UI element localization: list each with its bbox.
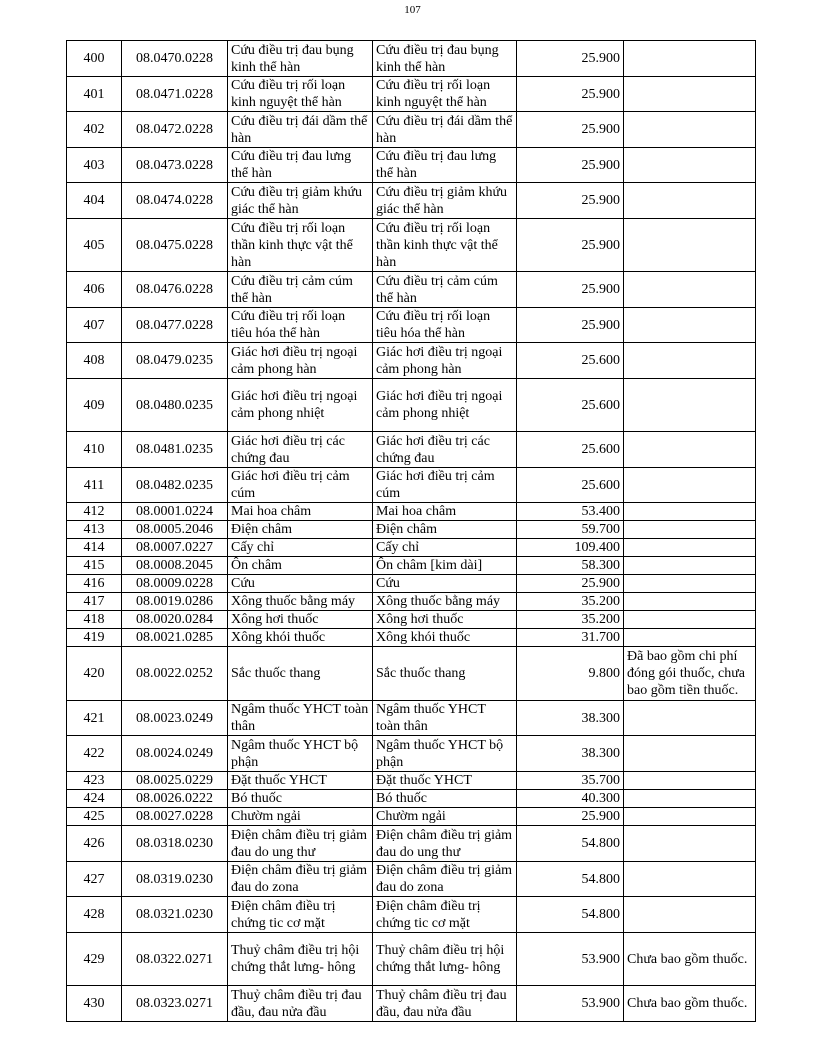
service-code-cell: 08.0021.0285 [122, 629, 228, 647]
service-code-cell: 08.0022.0252 [122, 647, 228, 701]
approved-name-cell: Cứu điều trị đau bụng kinh thể hàn [373, 41, 517, 77]
table-row [67, 897, 756, 933]
note-cell: Chưa bao gồm thuốc. [624, 933, 756, 986]
note-cell [624, 862, 756, 897]
table-row [67, 308, 756, 343]
approved-name-cell: Giác hơi điều trị ngoại cảm phong nhiệt [373, 379, 517, 432]
row-number-cell: 404 [67, 183, 122, 219]
note-cell [624, 343, 756, 379]
service-code-cell: 08.0322.0271 [122, 933, 228, 986]
price-cell: 25.600 [517, 379, 624, 432]
note-cell [624, 593, 756, 611]
table-row [67, 593, 756, 611]
service-name-cell: Cứu điều trị đau bụng kinh thể hàn [228, 41, 373, 77]
service-name-cell: Giác hơi điều trị ngoại cảm phong nhiệt [228, 379, 373, 432]
service-code-cell: 08.0023.0249 [122, 701, 228, 736]
price-cell: 25.900 [517, 219, 624, 272]
service-name-cell: Điện châm [228, 521, 373, 539]
approved-name-cell: Thuỷ châm điều trị đau đầu, đau nửa đầu [373, 986, 517, 1022]
row-number-cell: 415 [67, 557, 122, 575]
service-name-cell: Cứu điều trị cảm cúm thể hàn [228, 272, 373, 308]
row-number-cell: 427 [67, 862, 122, 897]
price-cell: 25.900 [517, 41, 624, 77]
table-row [67, 272, 756, 308]
price-cell: 25.900 [517, 112, 624, 148]
table-row [67, 772, 756, 790]
table-row [67, 862, 756, 897]
table-row [67, 826, 756, 862]
row-number-cell: 429 [67, 933, 122, 986]
price-cell: 38.300 [517, 736, 624, 772]
row-number-cell: 418 [67, 611, 122, 629]
table-row [67, 611, 756, 629]
row-number-cell: 422 [67, 736, 122, 772]
table-row [67, 736, 756, 772]
row-number-cell: 405 [67, 219, 122, 272]
service-name-cell: Sắc thuốc thang [228, 647, 373, 701]
note-cell [624, 539, 756, 557]
price-cell: 40.300 [517, 790, 624, 808]
approved-name-cell: Cứu [373, 575, 517, 593]
service-name-cell: Xông khói thuốc [228, 629, 373, 647]
service-code-cell: 08.0477.0228 [122, 308, 228, 343]
service-name-cell: Điện châm điều trị chứng tic cơ mặt [228, 897, 373, 933]
table-row [67, 647, 756, 701]
note-cell [624, 557, 756, 575]
approved-name-cell: Ngâm thuốc YHCT bộ phận [373, 736, 517, 772]
service-code-cell: 08.0319.0230 [122, 862, 228, 897]
table-row [67, 77, 756, 112]
service-name-cell: Giác hơi điều trị các chứng đau [228, 432, 373, 468]
price-cell: 25.900 [517, 272, 624, 308]
page-number: 107 [404, 4, 421, 16]
note-cell [624, 148, 756, 183]
row-number-cell: 400 [67, 41, 122, 77]
approved-name-cell: Đặt thuốc YHCT [373, 772, 517, 790]
approved-name-cell: Cấy chỉ [373, 539, 517, 557]
price-cell: 58.300 [517, 557, 624, 575]
note-cell [624, 308, 756, 343]
table-row [67, 701, 756, 736]
table-row [67, 808, 756, 826]
service-code-cell: 08.0323.0271 [122, 986, 228, 1022]
row-number-cell: 425 [67, 808, 122, 826]
price-cell: 38.300 [517, 701, 624, 736]
note-cell [624, 272, 756, 308]
note-cell [624, 808, 756, 826]
table-row [67, 379, 756, 432]
price-cell: 59.700 [517, 521, 624, 539]
row-number-cell: 419 [67, 629, 122, 647]
approved-name-cell: Bó thuốc [373, 790, 517, 808]
row-number-cell: 417 [67, 593, 122, 611]
note-cell [624, 432, 756, 468]
service-code-cell: 08.0024.0249 [122, 736, 228, 772]
row-number-cell: 403 [67, 148, 122, 183]
service-code-cell: 08.0026.0222 [122, 790, 228, 808]
row-number-cell: 428 [67, 897, 122, 933]
service-code-cell: 08.0481.0235 [122, 432, 228, 468]
table-row [67, 432, 756, 468]
price-cell: 53.900 [517, 933, 624, 986]
row-number-cell: 430 [67, 986, 122, 1022]
note-cell [624, 701, 756, 736]
service-name-cell: Chườm ngải [228, 808, 373, 826]
approved-name-cell: Cứu điều trị rối loạn kinh nguyệt thể hàn [373, 77, 517, 112]
approved-name-cell: Ôn châm [kim dài] [373, 557, 517, 575]
row-number-cell: 408 [67, 343, 122, 379]
row-number-cell: 413 [67, 521, 122, 539]
price-cell: 9.800 [517, 647, 624, 701]
approved-name-cell: Cứu điều trị cảm cúm thể hàn [373, 272, 517, 308]
service-code-cell: 08.0479.0235 [122, 343, 228, 379]
service-code-cell: 08.0025.0229 [122, 772, 228, 790]
note-cell: Chưa bao gồm thuốc. [624, 986, 756, 1022]
note-cell [624, 183, 756, 219]
approved-name-cell: Điện châm điều trị chứng tic cơ mặt [373, 897, 517, 933]
price-cell: 25.900 [517, 77, 624, 112]
service-code-cell: 08.0020.0284 [122, 611, 228, 629]
price-cell: 25.900 [517, 308, 624, 343]
table-body [67, 41, 756, 1022]
table-row [67, 557, 756, 575]
row-number-cell: 421 [67, 701, 122, 736]
service-code-cell: 08.0470.0228 [122, 41, 228, 77]
service-name-cell: Cứu điều trị rối loạn kinh nguyệt thể hàn [228, 77, 373, 112]
row-number-cell: 416 [67, 575, 122, 593]
service-name-cell: Điện châm điều trị giảm đau do ung thư [228, 826, 373, 862]
table-row [67, 148, 756, 183]
price-cell: 53.400 [517, 503, 624, 521]
service-code-cell: 08.0005.2046 [122, 521, 228, 539]
note-cell [624, 521, 756, 539]
service-code-cell: 08.0476.0228 [122, 272, 228, 308]
service-code-cell: 08.0473.0228 [122, 148, 228, 183]
approved-name-cell: Xông khói thuốc [373, 629, 517, 647]
price-cell: 109.400 [517, 539, 624, 557]
approved-name-cell: Giác hơi điều trị cảm cúm [373, 468, 517, 503]
note-cell [624, 897, 756, 933]
price-cell: 54.800 [517, 826, 624, 862]
approved-name-cell: Cứu điều trị đái dầm thể hàn [373, 112, 517, 148]
note-cell [624, 219, 756, 272]
service-name-cell: Cứu [228, 575, 373, 593]
table-row [67, 933, 756, 986]
price-cell: 25.900 [517, 575, 624, 593]
table-row [67, 629, 756, 647]
service-name-cell: Bó thuốc [228, 790, 373, 808]
service-name-cell: Giác hơi điều trị cảm cúm [228, 468, 373, 503]
price-cell: 54.800 [517, 897, 624, 933]
approved-name-cell: Điện châm điều trị giảm đau do zona [373, 862, 517, 897]
note-cell [624, 575, 756, 593]
table-row [67, 575, 756, 593]
row-number-cell: 406 [67, 272, 122, 308]
price-cell: 35.700 [517, 772, 624, 790]
note-cell [624, 790, 756, 808]
service-name-cell: Xông thuốc bằng máy [228, 593, 373, 611]
table-row [67, 790, 756, 808]
table-row [67, 521, 756, 539]
service-name-cell: Xông hơi thuốc [228, 611, 373, 629]
row-number-cell: 401 [67, 77, 122, 112]
table-row [67, 41, 756, 77]
table-row [67, 539, 756, 557]
note-cell [624, 826, 756, 862]
service-name-cell: Thuỷ châm điều trị đau đầu, đau nửa đầu [228, 986, 373, 1022]
price-cell: 25.600 [517, 343, 624, 379]
service-code-cell: 08.0480.0235 [122, 379, 228, 432]
price-cell: 54.800 [517, 862, 624, 897]
table-row [67, 503, 756, 521]
row-number-cell: 423 [67, 772, 122, 790]
price-cell: 25.600 [517, 468, 624, 503]
row-number-cell: 426 [67, 826, 122, 862]
note-cell [624, 379, 756, 432]
row-number-cell: 402 [67, 112, 122, 148]
approved-name-cell: Xông thuốc bằng máy [373, 593, 517, 611]
row-number-cell: 409 [67, 379, 122, 432]
service-name-cell: Điện châm điều trị giảm đau do zona [228, 862, 373, 897]
row-number-cell: 412 [67, 503, 122, 521]
service-code-cell: 08.0321.0230 [122, 897, 228, 933]
note-cell [624, 468, 756, 503]
approved-name-cell: Cứu điều trị rối loạn thần kinh thực vật thể hàn [373, 219, 517, 272]
approved-name-cell: Chườm ngải [373, 808, 517, 826]
approved-name-cell: Mai hoa châm [373, 503, 517, 521]
price-cell: 25.900 [517, 148, 624, 183]
service-code-cell: 08.0008.2045 [122, 557, 228, 575]
price-cell: 25.600 [517, 432, 624, 468]
service-code-cell: 08.0471.0228 [122, 77, 228, 112]
row-number-cell: 414 [67, 539, 122, 557]
note-cell [624, 112, 756, 148]
table-row [67, 112, 756, 148]
service-name-cell: Cứu điều trị rối loạn tiêu hóa thể hàn [228, 308, 373, 343]
service-price-table [66, 40, 756, 1022]
note-cell [624, 503, 756, 521]
service-name-cell: Ngâm thuốc YHCT bộ phận [228, 736, 373, 772]
price-cell: 31.700 [517, 629, 624, 647]
row-number-cell: 411 [67, 468, 122, 503]
service-code-cell: 08.0027.0228 [122, 808, 228, 826]
service-name-cell: Cứu điều trị rối loạn thần kinh thực vật thể hàn [228, 219, 373, 272]
price-cell: 35.200 [517, 593, 624, 611]
approved-name-cell: Cứu điều trị đau lưng thể hàn [373, 148, 517, 183]
note-cell [624, 629, 756, 647]
row-number-cell: 420 [67, 647, 122, 701]
service-name-cell: Cứu điều trị giảm khứu giác thể hàn [228, 183, 373, 219]
approved-name-cell: Cứu điều trị rối loạn tiêu hóa thể hàn [373, 308, 517, 343]
note-cell [624, 77, 756, 112]
service-name-cell: Giác hơi điều trị ngoại cảm phong hàn [228, 343, 373, 379]
row-number-cell: 407 [67, 308, 122, 343]
row-number-cell: 424 [67, 790, 122, 808]
price-cell: 53.900 [517, 986, 624, 1022]
service-name-cell: Thuỷ châm điều trị hội chứng thắt lưng- hông [228, 933, 373, 986]
service-code-cell: 08.0001.0224 [122, 503, 228, 521]
service-name-cell: Cứu điều trị đau lưng thể hàn [228, 148, 373, 183]
service-code-cell: 08.0472.0228 [122, 112, 228, 148]
service-name-cell: Ngâm thuốc YHCT toàn thân [228, 701, 373, 736]
service-code-cell: 08.0475.0228 [122, 219, 228, 272]
price-cell: 25.900 [517, 183, 624, 219]
service-code-cell: 08.0019.0286 [122, 593, 228, 611]
approved-name-cell: Sắc thuốc thang [373, 647, 517, 701]
table-row [67, 183, 756, 219]
price-cell: 35.200 [517, 611, 624, 629]
service-name-cell: Cấy chỉ [228, 539, 373, 557]
service-name-cell: Mai hoa châm [228, 503, 373, 521]
table-row [67, 343, 756, 379]
service-code-cell: 08.0007.0227 [122, 539, 228, 557]
service-name-cell: Đặt thuốc YHCT [228, 772, 373, 790]
price-cell: 25.900 [517, 808, 624, 826]
approved-name-cell: Giác hơi điều trị ngoại cảm phong hàn [373, 343, 517, 379]
note-cell [624, 772, 756, 790]
approved-name-cell: Thuỷ châm điều trị hội chứng thắt lưng- hông [373, 933, 517, 986]
approved-name-cell: Giác hơi điều trị các chứng đau [373, 432, 517, 468]
service-name-cell: Cứu điều trị đái dầm thể hàn [228, 112, 373, 148]
table-row [67, 219, 756, 272]
table-row [67, 986, 756, 1022]
note-cell [624, 611, 756, 629]
service-code-cell: 08.0474.0228 [122, 183, 228, 219]
row-number-cell: 410 [67, 432, 122, 468]
table-row [67, 468, 756, 503]
approved-name-cell: Điện châm [373, 521, 517, 539]
service-code-cell: 08.0482.0235 [122, 468, 228, 503]
note-cell [624, 736, 756, 772]
approved-name-cell: Cứu điều trị giảm khứu giác thể hàn [373, 183, 517, 219]
approved-name-cell: Ngâm thuốc YHCT toàn thân [373, 701, 517, 736]
note-cell [624, 41, 756, 77]
service-code-cell: 08.0318.0230 [122, 826, 228, 862]
approved-name-cell: Xông hơi thuốc [373, 611, 517, 629]
service-name-cell: Ôn châm [228, 557, 373, 575]
approved-name-cell: Điện châm điều trị giảm đau do ung thư [373, 826, 517, 862]
service-code-cell: 08.0009.0228 [122, 575, 228, 593]
note-cell: Đã bao gồm chi phí đóng gói thuốc, chưa bao gồm tiền thuốc. [624, 647, 756, 701]
